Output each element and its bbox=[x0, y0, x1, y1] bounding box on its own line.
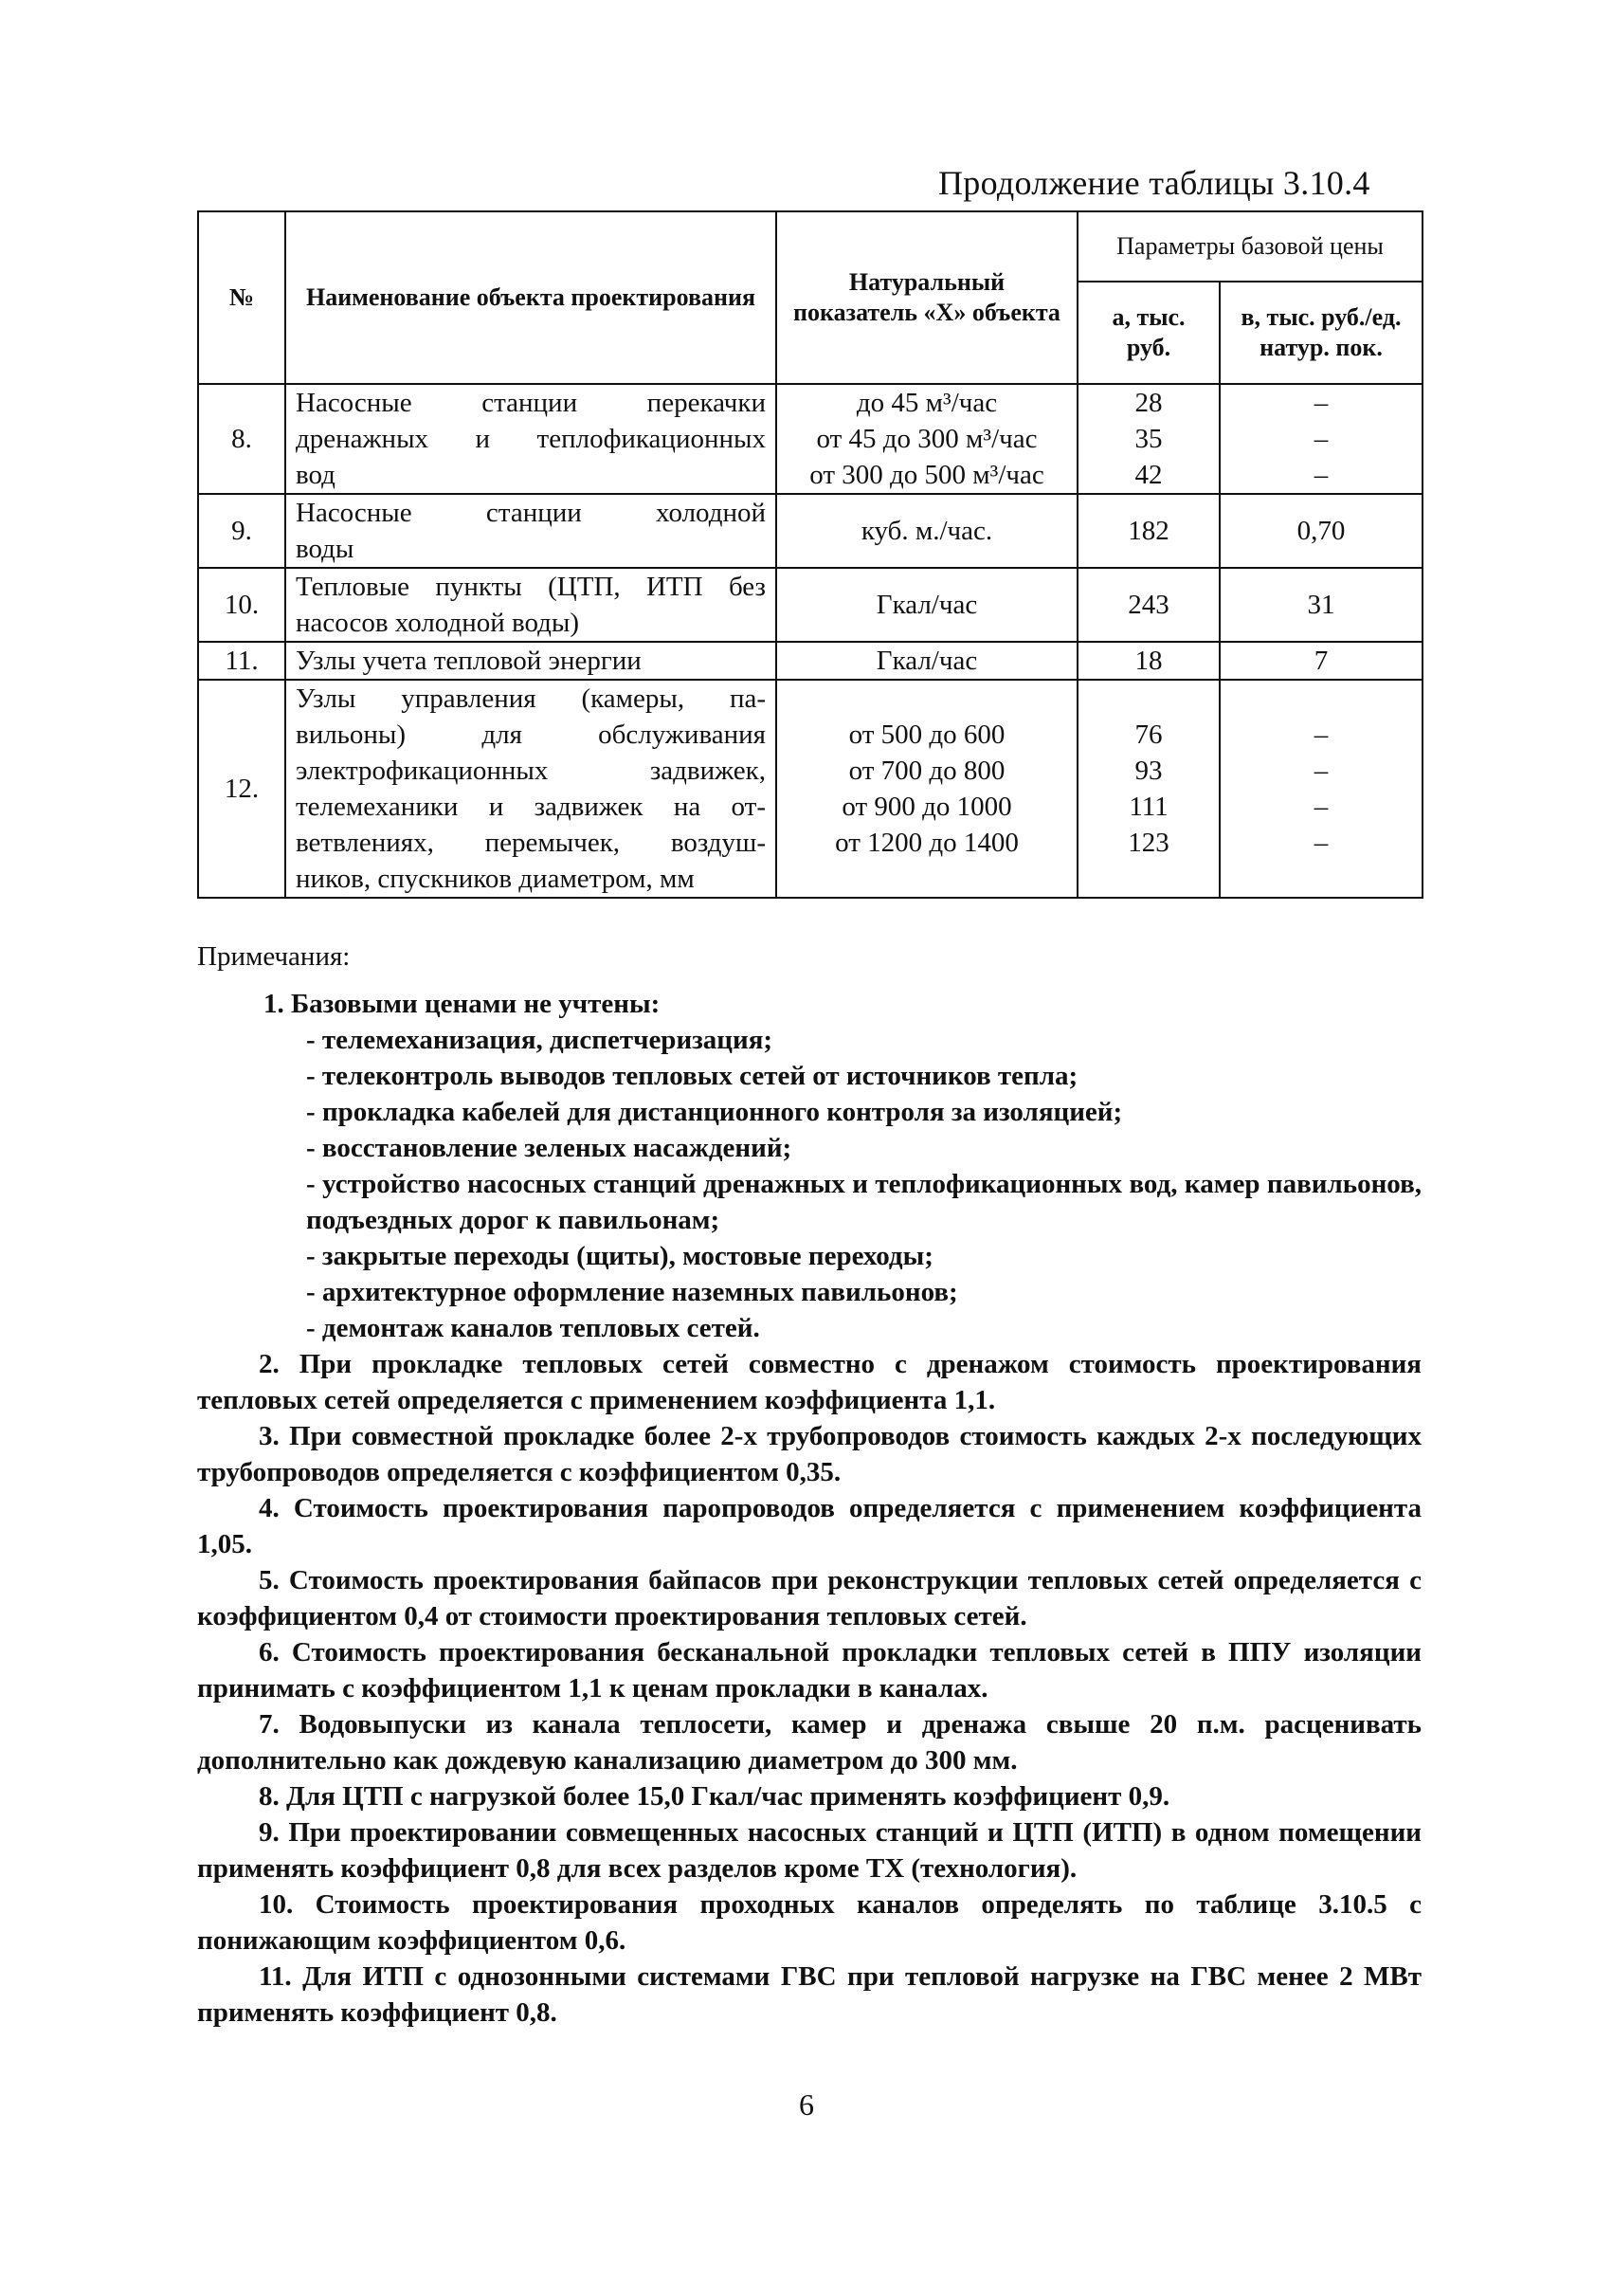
cell-a-line: 28 bbox=[1134, 388, 1163, 418]
cell-name_lines-line: Насосные станции холодной bbox=[296, 498, 766, 528]
cell-name_lines bbox=[285, 568, 776, 642]
cell-num: 8. bbox=[198, 384, 285, 494]
table-row bbox=[198, 568, 1423, 642]
table-row bbox=[198, 384, 1423, 494]
cell-a-line: 18 bbox=[1134, 646, 1163, 676]
notes-title: Примечания: bbox=[197, 941, 351, 972]
cell-name_lines-line: ников, спускников диаметром, мм bbox=[296, 864, 695, 894]
cell-a-line: 35 bbox=[1134, 424, 1163, 454]
note-item: 5. Стоимость проектирования байпасов при реконструкции тепловых сетей определяется с коэффициентом 0,4 от стоимости проектирования тепловых сетей. bbox=[197, 1565, 1422, 1631]
table-row bbox=[198, 680, 1423, 898]
cell-name_lines-line: насосов холодной воды) bbox=[296, 608, 580, 638]
note-item: 3. При совместной прокладке более 2-х трубопроводов стоимость каждых 2-х последующих трубопроводов определяется с коэффициентом 0,35. bbox=[197, 1421, 1422, 1487]
cell-name_lines-line: электрофикационных задвижек, bbox=[296, 756, 766, 786]
cell-a bbox=[1078, 680, 1220, 898]
cell-name_lines-line: вод bbox=[296, 460, 335, 490]
cell-name_lines-line: Узлы учета тепловой энергии bbox=[296, 646, 642, 676]
cell-a bbox=[1078, 494, 1220, 568]
cell-indicator-line: от 500 до 600 bbox=[848, 720, 1006, 750]
note-item: 11. Для ИТП с однозонными системами ГВС при тепловой нагрузке на ГВС менее 2 МВт применять коэффициент 0,8. bbox=[197, 1961, 1422, 2028]
cell-b-line: – bbox=[1314, 828, 1329, 858]
cell-b-line: – bbox=[1314, 720, 1329, 750]
cell-b bbox=[1220, 680, 1423, 898]
cell-name_lines-line: телемеханики и задвижек на от- bbox=[296, 792, 766, 822]
header-params: Параметры базовой цены bbox=[1078, 211, 1423, 282]
cell-b bbox=[1220, 642, 1423, 680]
cell-name_lines-line: Узлы управления (камеры, па- bbox=[296, 683, 766, 714]
notes-section bbox=[197, 938, 1422, 2031]
note-item: 2. При прокладке тепловых сетей совместно с дренажом стоимость проектирования тепловых сетей определяется с применением коэффициента 1,1. bbox=[197, 1349, 1422, 1415]
page-number: 6 bbox=[799, 2087, 814, 2122]
cell-indicator bbox=[776, 494, 1078, 568]
note-bullet: - демонтаж каналов тепловых сетей. bbox=[306, 1313, 760, 1343]
cell-name_lines bbox=[285, 494, 776, 568]
cell-num: 9. bbox=[198, 494, 285, 568]
table-row bbox=[198, 642, 1423, 680]
note-item: 10. Стоимость проектирования проходных каналов определять по таблице 3.10.5 с понижающим коэффициентом 0,6. bbox=[197, 1889, 1422, 1956]
cell-a bbox=[1078, 568, 1220, 642]
cell-b-line: – bbox=[1314, 756, 1329, 786]
cell-indicator-line: Гкал/час bbox=[876, 646, 978, 676]
cell-a-line: 111 bbox=[1129, 792, 1169, 822]
cell-name_lines-line: ветвлениях, перемычек, воздуш- bbox=[296, 828, 766, 858]
cell-b-line: – bbox=[1314, 460, 1329, 490]
cell-a-line: 123 bbox=[1128, 828, 1169, 858]
cell-a-line: 76 bbox=[1134, 720, 1163, 750]
cell-a-line: 182 bbox=[1128, 516, 1169, 546]
cell-a-line: 243 bbox=[1128, 590, 1169, 620]
cell-indicator-line: до 45 м³/час bbox=[856, 388, 998, 418]
pricing-table bbox=[197, 210, 1423, 899]
cell-num: 10. bbox=[198, 568, 285, 642]
cell-indicator-line: от 900 до 1000 bbox=[842, 792, 1012, 822]
note-bullet: - прокладка кабелей для дистанционного контроля за изоляцией; bbox=[306, 1097, 1123, 1127]
cell-b-line: – bbox=[1314, 424, 1329, 454]
note-bullet: - телемеханизация, диспетчеризация; bbox=[306, 1025, 773, 1055]
note-bullet: - устройство насосных станций дренажных и теплофикационных вод, камер павильонов, подъездных дорог к павильонам; bbox=[306, 1169, 1422, 1235]
note-item: 6. Стоимость проектирования бесканальной прокладки тепловых сетей в ППУ изоляции принимать с коэффициентом 1,1 к ценам прокладки в каналах. bbox=[197, 1637, 1422, 1704]
cell-b-line: – bbox=[1314, 388, 1329, 418]
cell-indicator-line: от 700 до 800 bbox=[848, 756, 1006, 786]
header-name: Наименование объекта проектирования bbox=[285, 211, 776, 384]
cell-name_lines bbox=[285, 680, 776, 898]
cell-b-line: 7 bbox=[1314, 646, 1329, 676]
cell-indicator-line: от 45 до 300 м³/час bbox=[816, 424, 1038, 454]
notes-list bbox=[197, 1346, 1422, 2031]
note-bullet: - телеконтроль выводов тепловых сетей от источников тепла; bbox=[306, 1061, 1078, 1091]
cell-indicator-line: от 1200 до 1400 bbox=[835, 828, 1019, 858]
note-1: 1. Базовыми ценами не учтены: bbox=[263, 989, 661, 1019]
note-item: 4. Стоимость проектирования паропроводов определяется с применением коэффициента 1,05. bbox=[197, 1493, 1422, 1559]
cell-indicator bbox=[776, 642, 1078, 680]
cell-name_lines-line: вильоны) для обслуживания bbox=[296, 720, 766, 750]
cell-b-line: 31 bbox=[1307, 590, 1335, 620]
cell-indicator bbox=[776, 384, 1078, 494]
cell-name_lines bbox=[285, 642, 776, 680]
header-indicator: Натуральный показатель «Х» объекта bbox=[776, 211, 1078, 384]
cell-a-line: 93 bbox=[1134, 756, 1163, 786]
cell-indicator-line: Гкал/час bbox=[876, 590, 978, 620]
cell-a-line: 42 bbox=[1134, 460, 1163, 490]
cell-b bbox=[1220, 384, 1423, 494]
cell-b-line: 0,70 bbox=[1296, 516, 1346, 546]
cell-b-line: – bbox=[1314, 792, 1329, 822]
table-body bbox=[198, 384, 1423, 898]
note-item: 7. Водовыпуски из канала теплосети, камер и дренажа свыше 20 п.м. расценивать дополнительно как дождевую канализацию диаметром до 300 мм. bbox=[197, 1709, 1422, 1776]
cell-name_lines-line: Тепловые пункты (ЦТП, ИТП без bbox=[296, 572, 766, 602]
cell-a bbox=[1078, 642, 1220, 680]
cell-name_lines-line: Насосные станции перекачки bbox=[296, 388, 766, 418]
header-num: № bbox=[198, 211, 285, 384]
cell-b bbox=[1220, 494, 1423, 568]
header-a: а, тыс. руб. bbox=[1078, 282, 1220, 384]
header-b: в, тыс. руб./ед. натур. пок. bbox=[1220, 282, 1423, 384]
note-bullet: - восстановление зеленых насаждений; bbox=[306, 1133, 792, 1163]
cell-name_lines-line: воды bbox=[296, 534, 354, 564]
table-row bbox=[198, 494, 1423, 568]
note-item: 9. При проектировании совмещенных насосных станций и ЦТП (ИТП) в одном помещении применять коэффициент 0,8 для всех разделов кроме ТХ (технология). bbox=[197, 1817, 1422, 1884]
note-bullet: - закрытые переходы (щиты), мостовые переходы; bbox=[306, 1241, 933, 1271]
cell-indicator bbox=[776, 568, 1078, 642]
cell-num: 11. bbox=[198, 642, 285, 680]
cell-indicator bbox=[776, 680, 1078, 898]
cell-name_lines-line: дренажных и теплофикационных bbox=[296, 424, 766, 454]
cell-indicator-line: от 300 до 500 м³/час bbox=[809, 460, 1044, 490]
table-caption: Продолжение таблицы 3.10.4 bbox=[938, 164, 1370, 202]
note-item: 8. Для ЦТП с нагрузкой более 15,0 Гкал/час применять коэффициент 0,9. bbox=[259, 1781, 1170, 1812]
cell-b bbox=[1220, 568, 1423, 642]
note-1-bullets bbox=[197, 1022, 1422, 1346]
cell-a bbox=[1078, 384, 1220, 494]
note-bullet: - архитектурное оформление наземных павильонов; bbox=[306, 1277, 958, 1307]
cell-num: 12. bbox=[198, 680, 285, 898]
cell-name_lines bbox=[285, 384, 776, 494]
cell-indicator-line: куб. м./час. bbox=[861, 516, 993, 546]
